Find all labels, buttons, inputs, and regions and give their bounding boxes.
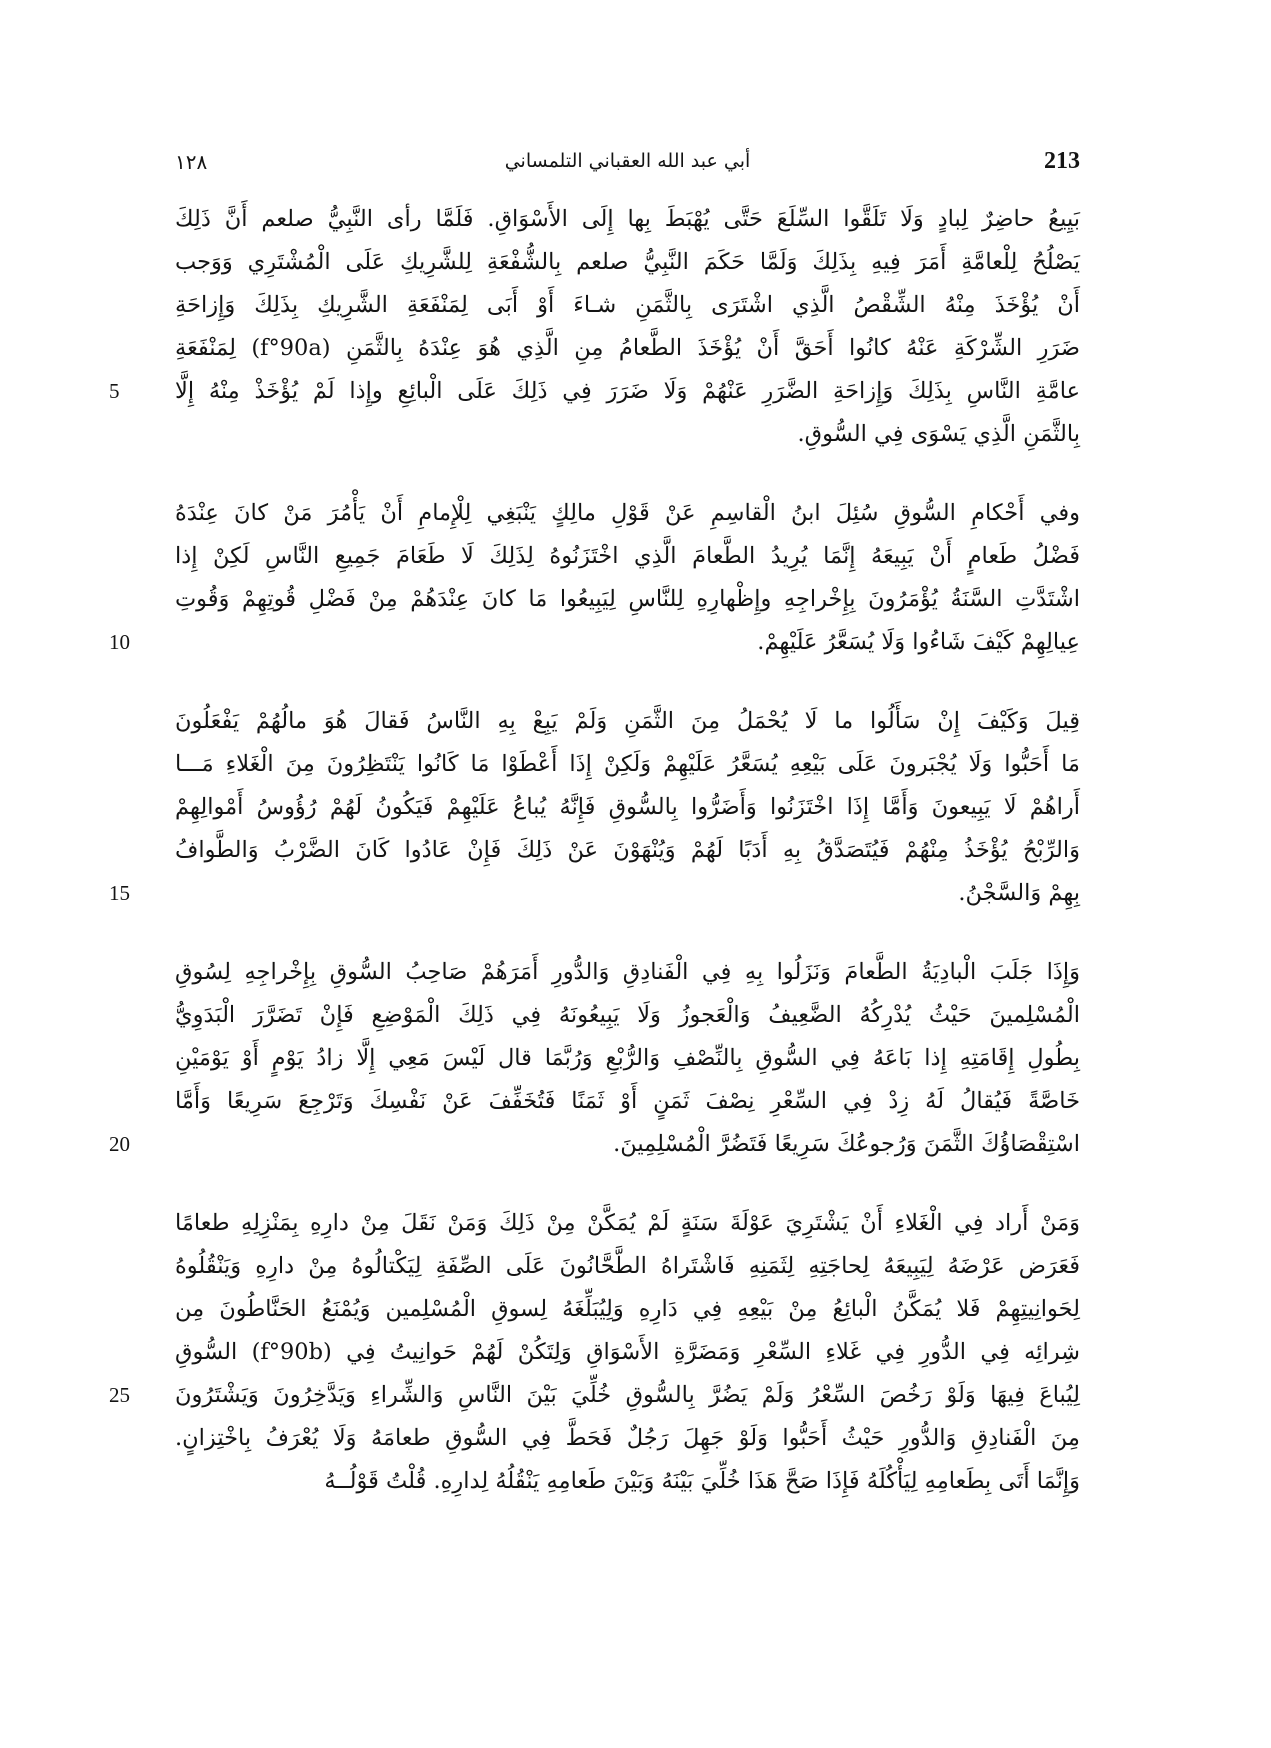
text-line-row (175, 1460, 1080, 1503)
text-line: الْمُسْلِمينَ حَيْثُ يُدْرِكُهُ الضَّعِيفُ وَالْعَجوزُ وَلَا يَبِيعُونَهُ فِي ذَلِكَ الْمَوْضِعِ فَإِنْ تَضَرَّرَ الْبَدَوِيُّ (175, 1002, 1080, 1028)
text-line-row (175, 1080, 1080, 1123)
text-line: عِيالِهِمْ كَيْفَ شَاءُوا وَلَا يُسَعَّرُ عَلَيْهِمْ. (757, 629, 1080, 655)
paragraph (109, 700, 1080, 915)
paragraph (109, 1202, 1080, 1503)
original-page-number: ١٢٨ (175, 150, 208, 174)
text-line-row (109, 872, 1080, 915)
line-number: 10 (109, 630, 130, 654)
page-number: 213 (1044, 148, 1080, 174)
text-line-row (175, 241, 1080, 284)
document-body (109, 198, 1080, 1503)
line-number: 25 (109, 1383, 130, 1407)
line-number: 15 (109, 881, 130, 905)
text-line-row (175, 578, 1080, 621)
text-line: عامَّةِ النَّاسِ بِذَلِكَ وَإِزاحَةِ الضَّرَرِ عَنْهُمْ وَلَا ضَرَرَ فِي ذَلِكَ عَلَى الْبائِعِ وإِذا لَمْ يُؤْخَذْ مِنْهُ إِلَّا (175, 378, 1080, 404)
text-line-row (175, 492, 1080, 535)
text-line-row (175, 535, 1080, 578)
text-line: بِهِمْ وَالسَّجْنُ. (958, 880, 1080, 906)
paragraph (109, 198, 1080, 456)
text-line: وَمَنْ أَراد فِي الْغَلاءِ أَنْ يَشْتَرِيَ عَوْلَةَ سَنَةٍ لَمْ يُمَكَّنْ مِنْ ذَلِكَ وَمَنْ نَقَلَ مِنْ دارِهِ بِمَنْزِلِهِ طعامًا (175, 1210, 1080, 1236)
text-line-row (175, 198, 1080, 241)
text-line: شِرائِه فِي الدُّورِ فِي غَلاءِ السِّعْرِ وَمَضَرَّةِ الأَسْوَاقِ وَلِتَكُنْ لَهُمْ حَوانِيتُ فِي (f°90b) السُّوقِ (175, 1339, 1080, 1365)
text-line-row (109, 621, 1080, 664)
text-line: بِالثَّمَنِ الَّذِي يَسْوَى فِي السُّوقِ. (797, 421, 1080, 447)
text-line-row (175, 1245, 1080, 1288)
text-line: اسْتِقْصَاؤُكَ الثَّمَنَ وَرُجوعُكَ سَرِيعًا فَتَضُرَّ الْمُسْلِمِينَ. (613, 1131, 1080, 1157)
text-line: خَاصَّةً فَيُقالُ لَهُ زِدْ فِي السِّعْرِ نِصْفَ ثَمَنٍ أَوْ ثَمَنًا فَتُخَفِّفَ عَنْ نَفْسِكَ وَتَرْجِعَ سَرِيعًا وَأَمَّا (175, 1088, 1080, 1114)
text-line: بِطُولِ إِقَامَتِهِ إِذا بَاعَهُ فِي السُّوقِ بِالنِّصْفِ وَالرُّبْعِ وَرُبَّمَا قال لَيْسَ مَعِي إِلَّا زادُ يَوْمٍ أَوْ يَوْمَيْنِ (175, 1045, 1080, 1071)
text-line-row (175, 327, 1080, 370)
text-line-row (175, 1037, 1080, 1080)
text-line: ضَرَرِ الشِّرْكَةِ عَنْهُ كانُوا أَحَقَّ أَنْ يُؤْخَذَ الطَّعامُ مِنِ الَّذِي هُوَ عِنْدَهُ بِالثَّمَنِ (f°90a) لِمَنْفَعَةِ (175, 335, 1080, 361)
text-line-row (175, 700, 1080, 743)
text-line-row (175, 1331, 1080, 1374)
text-line: قِيلَ وَكَيْفَ إِنْ سَأَلُوا ما لَا يُحْمَلُ مِنَ الثَّمَنِ وَلَمْ يَبِعْ بِهِ النَّاسُ فَقالَ هُوَ مالُهُمْ يَفْعَلُونَ (175, 708, 1080, 734)
text-line-row (109, 1374, 1080, 1417)
text-line: فَضْلُ طَعامٍ أَنْ يَبِيعَهُ إِنَّمَا يُرِيدُ الطَّعامَ الَّذِي اخْتَزَنُوهُ لِذَلِكَ لَا طَعَامَ جَمِيعِ النَّاسِ لَكِنْ إِذا (175, 543, 1080, 569)
text-line: مِنَ الْفَنادِقِ وَالدُّورِ حَيْثُ أَحَبُّوا وَلَوْ جَهِلَ رَجُلٌ فَحَطَّ فِي السُّوقِ طعامَهُ وَلَا يُعْرَفُ بِاخْتِزانٍ. (175, 1425, 1080, 1451)
text-line-row (175, 1288, 1080, 1331)
text-line: وَإِنَّمَا أَتَى بِطَعامِهِ لِيَأْكُلَهُ فَإِذَا صَحَّ هَذَا خُلِّيَ بَيْنَهُ وَبَيْنَ طَعامِهِ يَنْقُلُهُ لِدارِهِ. قُلْتُ قَوْلُــهُ (324, 1468, 1080, 1494)
paragraph (109, 492, 1080, 664)
page-header (175, 148, 1080, 182)
line-number: 5 (109, 379, 120, 403)
line-number: 20 (109, 1132, 130, 1156)
text-line-row (175, 1417, 1080, 1460)
text-line: أَراهُمْ لَا يَبِيعونَ وَأَمَّا إِذَا اخْتَزَنُوا وَأَضَرُّوا بِالسُّوقِ فَإِنَّهُ يُباعُ عَلَيْهِمْ فَيَكُونُ لَهُمْ رُؤُوسُ أَمْوالِهِمْ (175, 794, 1080, 820)
text-line: أَنْ يُؤْخَذَ مِنْهُ الشِّقْصُ الَّذِي اشْتَرَى بِالثَّمَنِ شـاءَ أَوْ أَبَى لِمَنْفَعَةِ الشَّرِيكِ بِذَلِكَ وَإِزاحَةِ (175, 292, 1080, 318)
text-line-row (175, 829, 1080, 872)
text-line-row (109, 1123, 1080, 1166)
text-line: مَا أَحَبُّوا وَلَا يُجْبَرونَ عَلَى بَيْعِهِ يُسَعَّرُ عَلَيْهِمْ وَلَكِنْ إِذَا أَعْطَوْا مَا كَانُوا يَنْتَظِرُونَ مِنَ الْغَلاءِ مَـــا (175, 751, 1080, 777)
text-line-row (175, 951, 1080, 994)
text-line: وَالرِّبْحُ يُؤْخَذُ مِنْهُمْ فَيُتَصَدَّقُ بِهِ أَدَبًا لَهُمْ وَيُنْهَوْنَ عَنْ ذَلِكَ فَإِنْ عَادُوا كَانَ الضَّرْبُ وَالطَّوافُ (175, 837, 1080, 863)
running-title: أبي عبد الله العقباني التلمساني (504, 150, 751, 172)
text-line-row (175, 1202, 1080, 1245)
text-line: وفي أَحْكامِ السُّوقِ سُئِلَ ابنُ الْقاسِمِ عَنْ قَوْلِ مالِكٍ يَنْبَغِي لِلْإِمامِ أَنْ يَأْمُرَ مَنْ كانَ عِنْدَهُ (175, 500, 1080, 526)
text-line: لِحَوانِيتِهِمْ فَلا يُمَكَّنُ الْبائِعُ مِنْ بَيْعِهِ فِي دَارِهِ وَلِيُبَلِّغَهُ لِسوقِ الْمُسْلِمين وَيُمْنَعُ الحَنَّاطُونَ مِن (175, 1296, 1080, 1322)
text-line: وَإِذَا جَلَبَ الْبادِيَةُ الطَّعامَ وَنَزَلُوا بِهِ فِي الْفَنادِقِ وَالدُّورِ أَمَرَهُمْ صَاحِبُ السُّوقِ بِإِخْراجِهِ لِسُوقِ (175, 959, 1080, 985)
paragraph (109, 951, 1080, 1166)
text-line-row (109, 370, 1080, 413)
text-line: بَيِيعُ حاضِرٌ لِبادٍ وَلَا تَلَقَّوا السِّلَعَ حَتَّى يُهْبَطَ بِها إِلَى الأَسْوَاقِ. فَلَمَّا رأى النَّبِيُّ صلعم أَنَّ ذَلِكَ (175, 206, 1080, 232)
text-line-row (175, 284, 1080, 327)
text-line: يَصْلُحُ لِلْعامَّةِ أَمَرَ فِيهِ بِذَلِكَ وَلَمَّا حَكَمَ النَّبِيُّ صلعم بِالشُّفْعَةِ لِلشَّرِيكِ عَلَى الْمُشْتَرِي وَوَجب (175, 249, 1080, 275)
text-line: فَعَرَض عَرْضَهُ لِيَبِيعَهُ لِحاجَتِهِ لِثَمَنِهِ فَاشْتَراهُ الطَّحَّانُونَ عَلَى الصِّفَةِ لِيَكْتالُوهُ مِنْ دارِهِ وَيَنْقُلُوهُ (175, 1253, 1080, 1279)
text-line-row (175, 786, 1080, 829)
text-line: لِيُباعَ فِيهَا وَلَوْ رَخُصَ السِّعْرُ وَلَمْ يَضُرَّ بِالسُّوقِ خُلِّيَ بَيْنَ النَّاسِ وَالشِّراءِ وَيَدَّخِرُونَ وَيَشْتَرُونَ (175, 1382, 1080, 1408)
text-line-row (175, 743, 1080, 786)
text-line-row (175, 994, 1080, 1037)
text-line: اشْتَدَّتِ السَّنَةُ يُؤْمَرُونَ بِإِخْراجِهِ وإِظْهارِهِ لِلنَّاسِ لِيَبِيعُوا مَا كانَ عِنْدَهُمْ مِنْ فَضْلِ قُوتِهِمْ وَقُوتِ (175, 586, 1080, 612)
text-line-row (175, 413, 1080, 456)
